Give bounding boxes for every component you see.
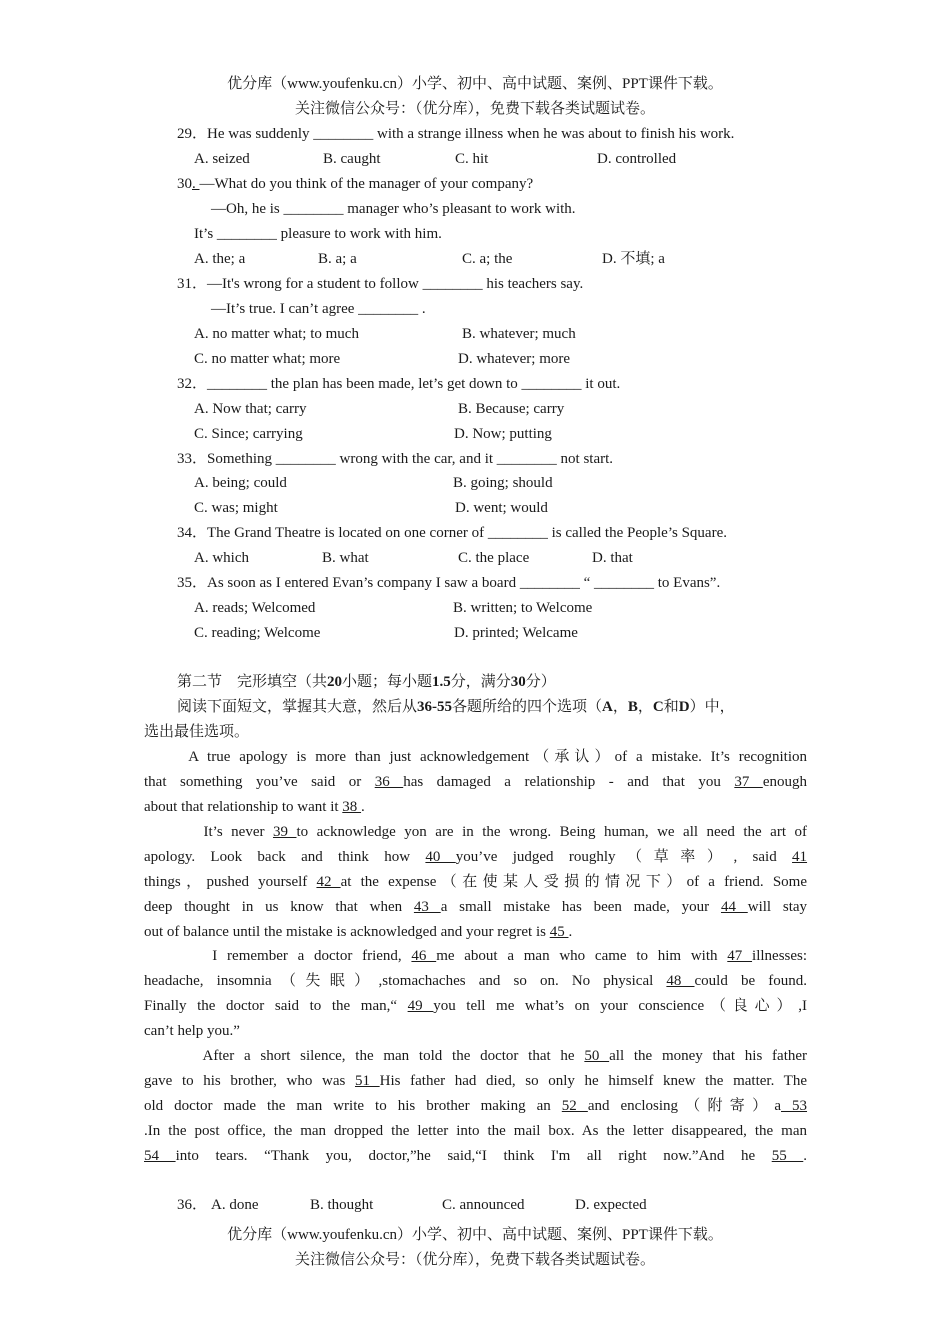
passage-text: you tell me what’s on your conscience（良心）,I [433,998,808,1014]
passage-p2-line3 [144,872,807,892]
q30-option-a: A. the; a [194,251,246,267]
section-instructions-2: 选出最佳选项。 [144,724,250,740]
section-title-part: 小题；每小题 [342,674,433,690]
footer-line-1: 优分库（www.youfenku.cn）小学、初中、高中试题、案例、PPT课件下载。 [227,1227,723,1243]
q33-option-c: C. was; might [194,500,278,516]
blank-53: 53 [781,1098,808,1114]
blank-40: 40 [425,849,456,865]
q32-option-d: D. Now; putting [454,426,552,442]
q30-option-b: B. a; a [318,251,357,267]
instruction-range: 36-55 [417,699,453,715]
q35-option-a: A. reads; Welcomed [194,600,316,616]
passage-p4-line4: .In the post office, the man dropped the letter into the mail box. As the letter disappeared, the man [144,1123,807,1139]
passage-text: about that relationship to want it [144,799,339,815]
instruction-letter: D [678,699,690,715]
question-30-number: 30 [177,176,192,192]
q36-option-a: A. done [211,1197,259,1213]
section-instructions [177,697,735,717]
passage-text: old doctor made the man write to his brother making an [144,1098,551,1114]
q30-option-d: D. 不填; a [602,251,665,267]
passage-p4-line2 [144,1071,807,1091]
passage-text: could be found. [694,973,807,989]
blank-36: 36 [374,774,404,790]
header-line-1: 优分库（www.youfenku.cn）小学、初中、高中试题、案例、PPT课件下载。 [227,76,723,92]
footer-line-2: 关注微信公众号：（优分库），免费下载各类试题试卷。 [294,1252,655,1268]
q29-option-b: B. caught [323,151,381,167]
blank-54: 54 [144,1148,176,1164]
passage-text: all the money that his father [609,1048,808,1064]
blank-47: 47 [727,948,753,964]
question-31-stem-2: —It’s true. I can’t agree ________ . [211,301,426,317]
question-35-stem: 35．As soon as I entered Evan’s company I saw a board ________ “ ________ to Evans”. [177,575,721,591]
passage-p4-line5 [144,1146,807,1166]
q35-option-d: D. printed; Welcame [454,625,578,641]
question-33-stem: 33．Something ________ wrong with the car, and it ________ not start. [177,451,614,467]
q36-option-d: D. expected [575,1197,647,1213]
passage-text: illnesses: [752,948,808,964]
question-30-text-1: —What do you think of the manager of your company? [199,176,534,192]
blank-41: 41 [792,849,808,865]
passage-text: deep thought in us know that when [144,899,403,915]
passage-p2-line5 [144,922,572,942]
passage-text: out of balance until the mistake is acknowledged and your regret is [144,924,546,940]
instruction-part: ， [612,699,628,715]
passage-p3-line3 [144,996,807,1016]
question-30-dot: . [192,176,200,192]
passage-text: After a short silence, the man told the doctor that he [202,1048,575,1064]
passage-text: me about a man who came to him with [436,948,718,964]
blank-48: 48 [666,973,695,989]
passage-p1-line2 [144,772,807,792]
q31-option-c: C. no matter what; more [194,351,341,367]
q31-option-b: B. whatever; much [462,326,576,342]
passage-text: enough [762,774,807,790]
q36-option-c: C. announced [442,1197,525,1213]
passage-text: A true apology is more than just acknowledgement（承认）of a mistake. It’s recognition [188,749,808,765]
blank-37: 37 [734,774,763,790]
blank-50: 50 [584,1048,610,1064]
section-title-part: 分，满分 [450,674,511,690]
passage-p3-line1 [144,946,807,966]
q36-option-b: B. thought [310,1197,374,1213]
question-30-stem-2: —Oh, he is ________ manager who’s pleasant to work with. [211,201,576,217]
question-34-stem: 34．The Grand Theatre is located on one corner of ________ is called the People’s Square. [177,525,727,541]
q32-option-c: C. Since; carrying [194,426,303,442]
passage-p3-line2 [144,971,807,991]
passage-text: His father had died, so only he himself knew the matter. The [379,1073,808,1089]
passage-text: . [361,799,365,815]
instruction-part: 各题所给的四个选项（ [452,699,603,715]
section-title-part: 分） [525,674,556,690]
passage-p2-line1 [144,822,807,842]
blank-55: 55 [771,1148,804,1164]
passage-text: into tears. “Thank you, doctor,”he said,“I think I'm all right now.”And he [175,1148,756,1164]
instruction-part: ， [637,699,653,715]
passage-p3-line4: can’t help you.” [144,1023,240,1039]
q34-option-d: D. that [592,550,633,566]
instruction-part: 和 [663,699,679,715]
passage-text: I remember a doctor friend, [212,948,402,964]
instruction-part: 阅读下面短文，掌握其大意，然后从 [177,699,418,715]
passage-p4-line3 [144,1096,807,1116]
q35-option-c: C. reading; Welcome [194,625,321,641]
passage-text: to acknowledge yon are in the wrong. Being human, we all need the art of [296,824,807,840]
question-29-stem: 29．He was suddenly ________ with a strange illness when he was about to finish his work. [177,126,735,142]
q31-option-a: A. no matter what; to much [194,326,359,342]
q36-number: 36． [177,1197,208,1213]
q29-option-d: D. controlled [597,151,677,167]
passage-text: things，pushed yourself [144,874,308,890]
passage-p1-line3 [144,797,365,817]
q33-option-b: B. going; should [453,475,553,491]
passage-text: headache, insomnia（失眠）,stomachaches and so on. No physical [144,973,654,989]
blank-44: 44 [720,899,748,915]
passage-text: at the expense（在使某人受损的情况下）of a friend. Some [340,874,807,890]
q29-option-a: A. seized [194,151,250,167]
instruction-letter: B [627,699,638,715]
passage-p2-line4 [144,897,807,917]
passage-text: a small mistake has been made, your [440,899,710,915]
question-30-stem-1 [177,174,533,194]
instruction-part: ）中， [689,699,735,715]
q32-option-b: B. Because; carry [458,401,565,417]
passage-text: . [568,924,573,940]
passage-text: . [803,1148,808,1164]
blank-42: 42 [316,874,341,890]
q34-option-a: A. which [194,550,249,566]
q31-option-d: D. whatever; more [458,351,571,367]
q35-option-b: B. written; to Welcome [453,600,593,616]
blank-39: 39 [272,824,297,840]
question-30-stem-3: It’s ________ pleasure to work with him. [194,226,442,242]
passage-text: It’s never [203,824,265,840]
blank-51: 51 [354,1073,380,1089]
blank-38: 38 [342,799,362,815]
passage-text: you’ve judged roughly（草率）, said [455,849,777,865]
section-title-total: 30 [510,674,526,690]
q29-option-c: C. hit [455,151,489,167]
section-title [177,672,556,692]
passage-text: Finally the doctor said to the man,“ [144,998,398,1014]
header-line-2: 关注微信公众号：（优分库），免费下载各类试题试卷。 [294,101,655,117]
passage-text: will stay [747,899,808,915]
passage-p2-line2 [144,847,807,867]
blank-46: 46 [411,948,437,964]
q32-option-a: A. Now that; carry [194,401,307,417]
passage-text: and enclosing（附寄）a [587,1098,781,1114]
q34-option-b: B. what [322,550,369,566]
instruction-letter: C [652,699,664,715]
passage-p4-line1 [144,1046,807,1066]
section-title-count: 20 [327,674,343,690]
q33-option-d: D. went; would [455,500,548,516]
blank-52: 52 [561,1098,588,1114]
question-32-stem: 32．________ the plan has been made, let’s get down to ________ it out. [177,376,621,392]
passage-text: that something you’ve said or [144,774,362,790]
question-31-stem-1: 31．—It's wrong for a student to follow ________ his teachers say. [177,276,584,292]
blank-45: 45 [549,924,569,940]
passage-text: apology. Look back and think how [144,849,411,865]
q33-option-a: A. being; could [194,475,287,491]
blank-49: 49 [407,998,434,1014]
section-title-part: 第二节 完形填空（共 [177,674,328,690]
passage-p1-line1 [144,747,807,767]
section-title-score-each: 1.5 [432,674,451,690]
instruction-letter: A [602,699,613,715]
passage-text: gave to his brother, who was [144,1073,346,1089]
q34-option-c: C. the place [458,550,530,566]
q30-option-c: C. a; the [462,251,513,267]
passage-text: has damaged a relationship - and that you [403,774,721,790]
blank-43: 43 [413,899,441,915]
